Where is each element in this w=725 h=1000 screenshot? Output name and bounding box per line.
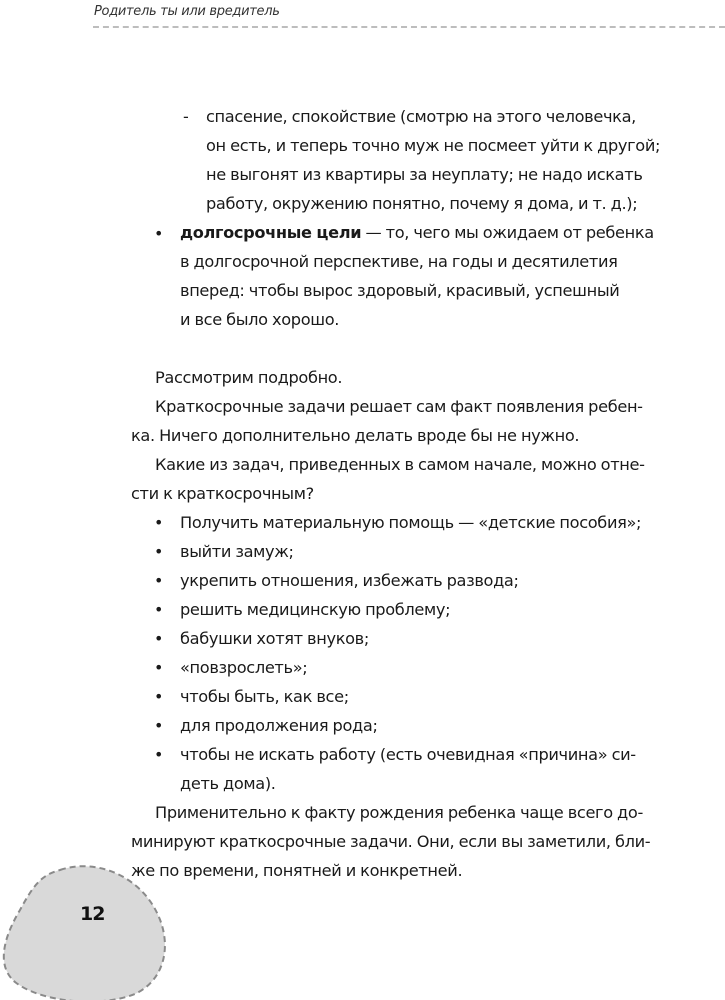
dash-item-line: не выгонят из квартиры за неуплату; не надо искать — [206, 165, 643, 184]
page-number-blob — [0, 860, 175, 1000]
bullet-marker: • — [154, 513, 164, 532]
dash-item-line: он есть, и теперь точно муж не посмеет уйти к другой; — [206, 136, 661, 155]
header-dashed-rule — [93, 26, 725, 28]
paragraph-line: Краткосрочные задачи решает сам факт появления ребен- — [155, 397, 643, 416]
dash-item-line: работу, окружению понятно, почему я дома, и т. д.); — [206, 194, 638, 213]
long-term-line: вперед: чтобы вырос здоровый, красивый, успешный — [180, 281, 620, 300]
list-item: Получить материальную помощь — «детские пособия»; — [180, 513, 642, 532]
list-item: выйти замуж; — [180, 542, 294, 561]
list-item: «повзрослеть»; — [180, 658, 308, 677]
bullet-marker: • — [154, 716, 164, 735]
closing-line: же по времени, понятней и конкретней. — [131, 861, 463, 880]
long-term-line: в долгосрочной перспективе, на годы и десятилетия — [180, 252, 618, 271]
paragraph-line: Какие из задач, приведенных в самом начале, можно отне- — [155, 455, 645, 474]
bullet-marker: • — [154, 629, 164, 648]
list-item: укрепить отношения, избежать развода; — [180, 571, 519, 590]
bullet-marker: • — [154, 745, 164, 764]
bullet-marker: • — [154, 571, 164, 590]
dash-marker: - — [183, 107, 189, 126]
paragraph-line: ка. Ничего дополнительно делать вроде бы не нужно. — [131, 426, 580, 445]
running-head: Родитель ты или вредитель — [94, 4, 280, 19]
list-item: чтобы не искать работу (есть очевидная «причина» си- — [180, 745, 636, 764]
closing-line: минируют краткосрочные задачи. Они, если вы заметили, бли- — [131, 832, 651, 851]
closing-line: Применительно к факту рождения ребенка чаще всего до- — [155, 803, 643, 822]
dash-item-line: спасение, спокойствие (смотрю на этого человечка, — [206, 107, 636, 126]
bullet-marker: • — [154, 224, 164, 243]
list-item-continuation: деть дома). — [180, 774, 276, 793]
bullet-marker: • — [154, 542, 164, 561]
blob-shape — [4, 866, 165, 1000]
list-item: решить медицинскую проблему; — [180, 600, 451, 619]
bullet-marker: • — [154, 600, 164, 619]
paragraph-line: сти к краткосрочным? — [131, 484, 314, 503]
bullet-marker: • — [154, 687, 164, 706]
long-term-first-line — [180, 223, 654, 243]
paragraph-line: Рассмотрим подробно. — [155, 368, 343, 387]
long-term-line: и все было хорошо. — [180, 310, 340, 329]
long-term-definition: — то, чего мы ожидаем от ребенка — [361, 223, 654, 242]
page-number: 12 — [80, 903, 105, 925]
long-term-term: долгосрочные цели — [180, 223, 362, 242]
list-item: бабушки хотят внуков; — [180, 629, 369, 648]
list-item: для продолжения рода; — [180, 716, 378, 735]
bullet-marker: • — [154, 658, 164, 677]
list-item: чтобы быть, как все; — [180, 687, 349, 706]
